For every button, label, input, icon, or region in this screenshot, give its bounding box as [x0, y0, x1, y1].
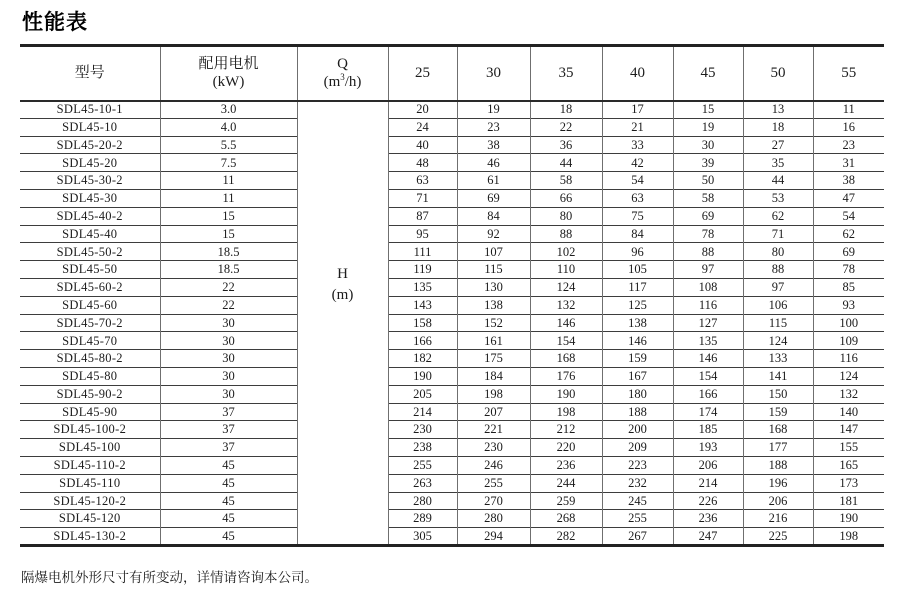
head-value-cell: 92 [457, 225, 530, 243]
table-row [20, 118, 884, 136]
head-value-cell: 100 [813, 314, 884, 332]
model-cell: SDL45-80-2 [20, 350, 160, 368]
head-value-cell: 173 [813, 474, 884, 492]
head-value-cell: 54 [602, 172, 673, 190]
page-title: 性能表 [22, 11, 88, 34]
motor-power-unit: (kW) [212, 74, 245, 91]
head-value-cell: 232 [602, 474, 673, 492]
head-value-cell: 106 [743, 296, 813, 314]
head-value-cell: 263 [388, 474, 457, 492]
head-value-cell: 78 [673, 225, 743, 243]
head-value-cell: 38 [457, 136, 530, 154]
head-value-cell: 294 [457, 528, 530, 546]
head-value-cell: 124 [743, 332, 813, 350]
head-value-cell: 188 [743, 456, 813, 474]
head-value-cell: 42 [602, 154, 673, 172]
motor-power-cell: 18.5 [160, 261, 297, 279]
table-row [20, 101, 884, 119]
head-value-cell: 135 [388, 278, 457, 296]
head-value-cell: 216 [743, 510, 813, 528]
head-value-cell: 141 [743, 367, 813, 385]
table-row [20, 332, 884, 350]
column-header-flow-55: 55 [813, 46, 884, 101]
head-value-cell: 165 [813, 456, 884, 474]
column-header-motor-power [160, 46, 297, 101]
column-header-flow-50: 50 [743, 46, 813, 101]
head-value-cell: 58 [530, 172, 602, 190]
head-value-cell: 158 [388, 314, 457, 332]
head-value-cell: 236 [530, 456, 602, 474]
head-value-cell: 71 [388, 189, 457, 207]
head-value-cell: 13 [743, 101, 813, 119]
motor-power-cell: 30 [160, 385, 297, 403]
head-value-cell: 150 [743, 385, 813, 403]
head-value-cell: 193 [673, 439, 743, 457]
head-value-cell: 247 [673, 528, 743, 546]
head-value-cell: 280 [457, 510, 530, 528]
head-value-cell: 53 [743, 189, 813, 207]
head-value-cell: 19 [673, 118, 743, 136]
head-value-cell: 35 [743, 154, 813, 172]
motor-power-cell: 37 [160, 403, 297, 421]
motor-power-label: 配用电机 [198, 55, 259, 72]
table-row [20, 367, 884, 385]
head-value-cell: 27 [743, 136, 813, 154]
motor-power-cell: 4.0 [160, 118, 297, 136]
head-value-cell: 110 [530, 261, 602, 279]
table-row [20, 207, 884, 225]
head-value-cell: 146 [602, 332, 673, 350]
table-row [20, 439, 884, 457]
head-value-cell: 23 [813, 136, 884, 154]
table-row [20, 510, 884, 528]
head-value-cell: 155 [813, 439, 884, 457]
head-value-cell: 236 [673, 510, 743, 528]
head-value-cell: 69 [813, 243, 884, 261]
head-value-cell: 97 [743, 278, 813, 296]
head-value-cell: 188 [602, 403, 673, 421]
head-value-cell: 282 [530, 528, 602, 546]
model-cell: SDL45-90-2 [20, 385, 160, 403]
head-value-cell: 84 [602, 225, 673, 243]
head-value-cell: 69 [457, 189, 530, 207]
model-cell: SDL45-110-2 [20, 456, 160, 474]
head-value-cell: 198 [813, 528, 884, 546]
head-value-cell: 220 [530, 439, 602, 457]
head-value-cell: 190 [813, 510, 884, 528]
head-value-cell: 238 [388, 439, 457, 457]
head-value-cell: 214 [673, 474, 743, 492]
head-value-cell: 61 [457, 172, 530, 190]
head-value-cell: 54 [813, 207, 884, 225]
head-value-cell: 84 [457, 207, 530, 225]
motor-power-cell: 37 [160, 421, 297, 439]
flow-unit: $(m^3/h)$ [323, 72, 362, 91]
motor-power-cell: 30 [160, 314, 297, 332]
head-value-cell: 185 [673, 421, 743, 439]
table-row [20, 154, 884, 172]
head-value-cell: 125 [602, 296, 673, 314]
header-row [20, 46, 884, 101]
head-value-cell: 62 [813, 225, 884, 243]
head-value-cell: 167 [602, 367, 673, 385]
model-cell: SDL45-110 [20, 474, 160, 492]
head-value-cell: 69 [673, 207, 743, 225]
motor-power-cell: 11 [160, 189, 297, 207]
model-cell: SDL45-40-2 [20, 207, 160, 225]
motor-power-cell: 3.0 [160, 101, 297, 119]
footer-note: 隔爆电机外形尺寸有所变动，详情请咨询本公司。 [21, 570, 318, 585]
head-value-cell: 223 [602, 456, 673, 474]
head-value-cell: 17 [602, 101, 673, 119]
head-value-cell: 75 [602, 207, 673, 225]
head-value-cell: 111 [388, 243, 457, 261]
head-value-cell: 44 [530, 154, 602, 172]
head-value-cell: 97 [673, 261, 743, 279]
head-value-cell: 133 [743, 350, 813, 368]
head-value-cell: 140 [813, 403, 884, 421]
head-value-cell: 80 [530, 207, 602, 225]
head-value-cell: 30 [673, 136, 743, 154]
motor-power-cell: 15 [160, 225, 297, 243]
model-cell: SDL45-70-2 [20, 314, 160, 332]
table-row [20, 189, 884, 207]
head-value-cell: 168 [743, 421, 813, 439]
column-header-flow-40: 40 [602, 46, 673, 101]
model-cell: SDL45-70 [20, 332, 160, 350]
model-cell: SDL45-120-2 [20, 492, 160, 510]
head-value-cell: 176 [530, 367, 602, 385]
head-value-cell: 116 [813, 350, 884, 368]
head-value-cell: 255 [602, 510, 673, 528]
head-value-cell: 85 [813, 278, 884, 296]
head-value-cell: 108 [673, 278, 743, 296]
head-value-cell: 88 [673, 243, 743, 261]
head-value-cell: 127 [673, 314, 743, 332]
motor-power-cell: 45 [160, 510, 297, 528]
column-header-flow-30: 30 [457, 46, 530, 101]
model-cell: SDL45-60-2 [20, 278, 160, 296]
motor-power-cell: 45 [160, 456, 297, 474]
column-header-flow-35: 35 [530, 46, 602, 101]
head-value-cell: 50 [673, 172, 743, 190]
head-value-cell: 62 [743, 207, 813, 225]
model-cell: SDL45-10-1 [56, 102, 123, 117]
head-value-cell: 168 [530, 350, 602, 368]
table-row [20, 421, 884, 439]
head-value-cell: 132 [813, 385, 884, 403]
table-row [20, 528, 884, 546]
head-value-cell: 196 [743, 474, 813, 492]
flow-unit-exponent: 3 [340, 72, 345, 83]
head-value-cell: 88 [743, 261, 813, 279]
head-value-cell: 245 [602, 492, 673, 510]
model-cell: SDL45-30 [20, 189, 160, 207]
head-value-cell: 78 [813, 261, 884, 279]
head-value-cell: 289 [388, 510, 457, 528]
head-value-cell: 143 [388, 296, 457, 314]
head-value-cell: 124 [813, 367, 884, 385]
head-value-cell: 105 [602, 261, 673, 279]
head-value-cell: 38 [813, 172, 884, 190]
model-cell: SDL45-20-2 [20, 136, 160, 154]
head-value-cell: 130 [457, 278, 530, 296]
head-value-cell: 268 [530, 510, 602, 528]
table-row [20, 278, 884, 296]
head-value-cell: 225 [743, 528, 813, 546]
head-value-cell: 48 [388, 154, 457, 172]
motor-power-cell: 37 [160, 439, 297, 457]
head-value-cell: 174 [673, 403, 743, 421]
head-value-cell: 93 [813, 296, 884, 314]
head-value-cell: 36 [530, 136, 602, 154]
table-body [20, 101, 884, 546]
table-row [20, 492, 884, 510]
column-header-model: 型号 [20, 46, 160, 101]
model-cell: SDL45-100-2 [20, 421, 160, 439]
head-value-cell: 212 [530, 421, 602, 439]
column-header-flow-25: 25 [388, 46, 457, 101]
model-cell: SDL45-50 [20, 261, 160, 279]
head-value-cell: 181 [813, 492, 884, 510]
head-value-cell: 230 [388, 421, 457, 439]
motor-power-cell: 45 [160, 474, 297, 492]
head-value-cell: 147 [813, 421, 884, 439]
head-value-cell: 135 [673, 332, 743, 350]
head-value-cell: 23 [457, 118, 530, 136]
motor-power-cell: 15 [160, 207, 297, 225]
head-value-cell: 154 [673, 367, 743, 385]
head-value-cell: 63 [602, 189, 673, 207]
head-value-cell: 20 [388, 101, 457, 119]
performance-table [20, 44, 884, 547]
motor-power-cell: 5.5 [160, 136, 297, 154]
motor-power-cell: 30 [160, 332, 297, 350]
head-value-cell: 18 [530, 101, 602, 119]
head-value-cell: 102 [530, 243, 602, 261]
head-value-cell: 22 [530, 118, 602, 136]
head-value-cell: 11 [813, 101, 884, 119]
head-value-cell: 206 [743, 492, 813, 510]
head-value-cell: 246 [457, 456, 530, 474]
head-value-cell: 166 [673, 385, 743, 403]
motor-power-cell: 11 [160, 172, 297, 190]
head-value-cell: 96 [602, 243, 673, 261]
head-value-cell: 152 [457, 314, 530, 332]
head-value-cell: 161 [457, 332, 530, 350]
model-cell: SDL45-20 [20, 154, 160, 172]
head-value-cell: 190 [530, 385, 602, 403]
motor-power-cell: 45 [160, 528, 297, 546]
head-value-cell: 138 [602, 314, 673, 332]
head-value-cell: 115 [457, 261, 530, 279]
head-value-cell: 280 [388, 492, 457, 510]
model-cell: SDL45-100 [20, 439, 160, 457]
head-label: H (m) [331, 266, 354, 303]
table-row [20, 350, 884, 368]
model-cell: SDL45-90 [20, 403, 160, 421]
head-value-cell: 230 [457, 439, 530, 457]
model-cell: SDL45-60 [20, 296, 160, 314]
model-cell: SDL45-130-2 [20, 528, 160, 546]
table-row [20, 243, 884, 261]
flow-label: Q [337, 55, 348, 72]
head-unit-merged-cell [297, 101, 388, 546]
head-value-cell: 267 [602, 528, 673, 546]
head-value-cell: 95 [388, 225, 457, 243]
model-cell: SDL45-120 [20, 510, 160, 528]
table-row [20, 296, 884, 314]
head-value-cell: 209 [602, 439, 673, 457]
head-value-cell: 200 [602, 421, 673, 439]
head-value-cell: 46 [457, 154, 530, 172]
head-value-cell: 88 [530, 225, 602, 243]
model-cell: SDL45-30-2 [20, 172, 160, 190]
head-value-cell: 226 [673, 492, 743, 510]
model-cell: SDL45-40 [20, 225, 160, 243]
table-row [20, 225, 884, 243]
head-value-cell: 80 [743, 243, 813, 261]
table-header [20, 46, 884, 101]
head-value-cell: 166 [388, 332, 457, 350]
head-value-cell: 207 [457, 403, 530, 421]
head-value-cell: 19 [457, 101, 530, 119]
head-value-cell: 255 [457, 474, 530, 492]
head-value-cell: 66 [530, 189, 602, 207]
table-row [20, 403, 884, 421]
model-cell: SDL45-10 [20, 118, 160, 136]
head-value-cell: 206 [673, 456, 743, 474]
table-row [20, 456, 884, 474]
column-header-flow-45: 45 [673, 46, 743, 101]
table-row [20, 261, 884, 279]
motor-power-cell: 45 [160, 492, 297, 510]
table-row [20, 136, 884, 154]
head-value-cell: 132 [530, 296, 602, 314]
head-value-cell: 221 [457, 421, 530, 439]
head-value-cell: 117 [602, 278, 673, 296]
motor-power-cell: 22 [160, 296, 297, 314]
head-value-cell: 47 [813, 189, 884, 207]
head-value-cell: 138 [457, 296, 530, 314]
head-value-cell: 177 [743, 439, 813, 457]
head-value-cell: 18 [743, 118, 813, 136]
head-value-cell: 15 [673, 101, 743, 119]
column-header-flow [297, 46, 388, 101]
head-value-cell: 146 [673, 350, 743, 368]
head-value-cell: 107 [457, 243, 530, 261]
head-value-cell: 33 [602, 136, 673, 154]
head-value-cell: 305 [388, 528, 457, 546]
motor-power-cell: 18.5 [160, 243, 297, 261]
head-value-cell: 190 [388, 367, 457, 385]
head-value-cell: 255 [388, 456, 457, 474]
head-value-cell: 214 [388, 403, 457, 421]
head-value-cell: 71 [743, 225, 813, 243]
head-value-cell: 109 [813, 332, 884, 350]
head-value-cell: 270 [457, 492, 530, 510]
table-row [20, 474, 884, 492]
head-value-cell: 119 [388, 261, 457, 279]
head-value-cell: 198 [530, 403, 602, 421]
head-value-cell: 39 [673, 154, 743, 172]
table-row [20, 314, 884, 332]
head-value-cell: 146 [530, 314, 602, 332]
head-value-cell: 159 [602, 350, 673, 368]
head-value-cell: 182 [388, 350, 457, 368]
head-value-cell: 24 [388, 118, 457, 136]
head-value-cell: 154 [530, 332, 602, 350]
motor-power-cell: 30 [160, 350, 297, 368]
head-value-cell: 116 [673, 296, 743, 314]
head-value-cell: 184 [457, 367, 530, 385]
head-value-cell: 124 [530, 278, 602, 296]
head-value-cell: 16 [813, 118, 884, 136]
head-value-cell: 115 [743, 314, 813, 332]
table-row [20, 385, 884, 403]
model-cell: SDL45-80 [20, 367, 160, 385]
head-value-cell: 259 [530, 492, 602, 510]
head-value-cell: 198 [457, 385, 530, 403]
head-value-cell: 44 [743, 172, 813, 190]
head-value-cell: 175 [457, 350, 530, 368]
head-value-cell: 205 [388, 385, 457, 403]
head-value-cell: 40 [388, 136, 457, 154]
head-value-cell: 31 [813, 154, 884, 172]
head-value-cell: 21 [602, 118, 673, 136]
motor-power-cell: 22 [160, 278, 297, 296]
head-value-cell: 63 [388, 172, 457, 190]
motor-power-cell: 7.5 [160, 154, 297, 172]
head-value-cell: 180 [602, 385, 673, 403]
model-cell: SDL45-50-2 [20, 243, 160, 261]
motor-power-cell: 30 [160, 367, 297, 385]
head-value-cell: 58 [673, 189, 743, 207]
table-row [20, 172, 884, 190]
head-value-cell: 244 [530, 474, 602, 492]
head-value-cell: 159 [743, 403, 813, 421]
head-value-cell: 87 [388, 207, 457, 225]
